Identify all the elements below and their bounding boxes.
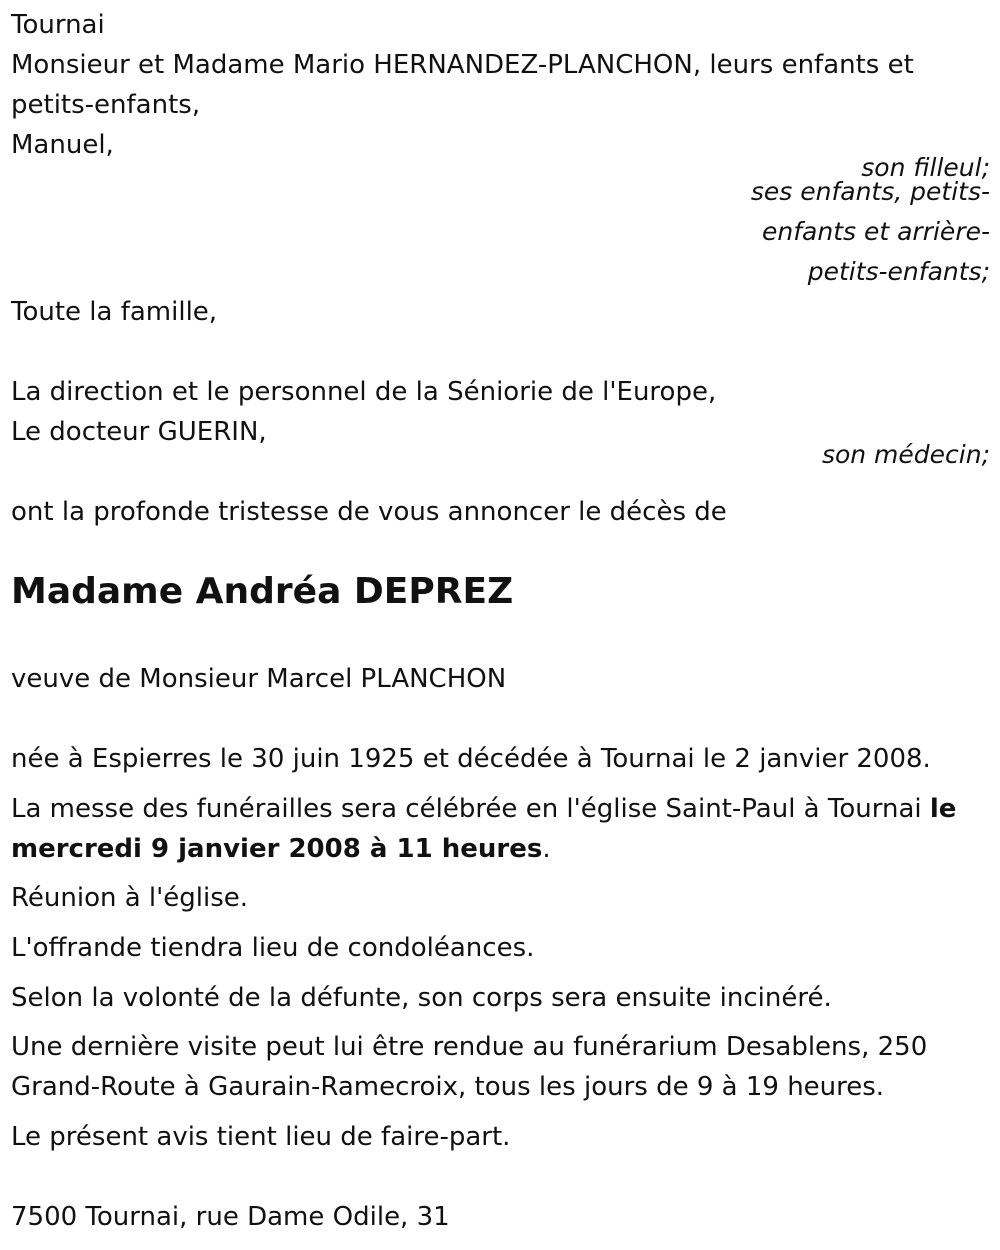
- offering: L'offrande tiendra lieu de condoléances.: [11, 933, 535, 963]
- mass-end: .: [542, 834, 551, 864]
- manuel: Manuel,: [11, 130, 114, 160]
- family-line-1: Monsieur et Madame Mario HERNANDEZ-PLANCHON, leurs enfants et: [11, 50, 914, 80]
- mass-date-start: le: [929, 794, 957, 824]
- family-line-2: petits-enfants,: [11, 90, 201, 120]
- mass-text: La messe des funérailles sera célébrée en l'église Saint-Paul à Tournai: [11, 794, 930, 824]
- widow-of: veuve de Monsieur Marcel PLANCHON: [11, 664, 507, 694]
- direction-line: La direction et le personnel de la Séniorie de l'Europe,: [11, 377, 717, 407]
- mass-line-2: [11, 829, 551, 869]
- address: 7500 Tournai, rue Dame Odile, 31: [11, 1202, 450, 1232]
- doctor-role: son médecin;: [821, 440, 990, 469]
- cremation: Selon la volonté de la défunte, son corps sera ensuite incinéré.: [11, 983, 832, 1013]
- children-line-1: ses enfants, petits-: [750, 177, 990, 206]
- city: Tournai: [11, 10, 105, 40]
- children-line-3: petits-enfants;: [807, 257, 990, 286]
- deceased-name: Madame Andréa DEPREZ: [11, 571, 514, 612]
- mass-line-1: [11, 789, 956, 829]
- family-line: Toute la famille,: [11, 297, 218, 327]
- notice: Le présent avis tient lieu de faire-part.: [11, 1122, 511, 1152]
- manuel-role: son filleul;: [861, 153, 990, 182]
- meeting: Réunion à l'église.: [11, 883, 249, 913]
- announcement: ont la profonde tristesse de vous annoncer le décès de: [11, 497, 727, 527]
- mass-date: mercredi 9 janvier 2008 à 11 heures: [11, 834, 543, 864]
- doctor-line: Le docteur GUERIN,: [11, 417, 267, 447]
- visit-line-1: Une dernière visite peut lui être rendue au funérarium Desablens, 250: [11, 1032, 928, 1062]
- visit-line-2: Grand-Route à Gaurain-Ramecroix, tous les jours de 9 à 19 heures.: [11, 1072, 885, 1102]
- birth-death: née à Espierres le 30 juin 1925 et décédée à Tournai le 2 janvier 2008.: [11, 744, 931, 774]
- children-line-2: enfants et arrière-: [762, 217, 990, 246]
